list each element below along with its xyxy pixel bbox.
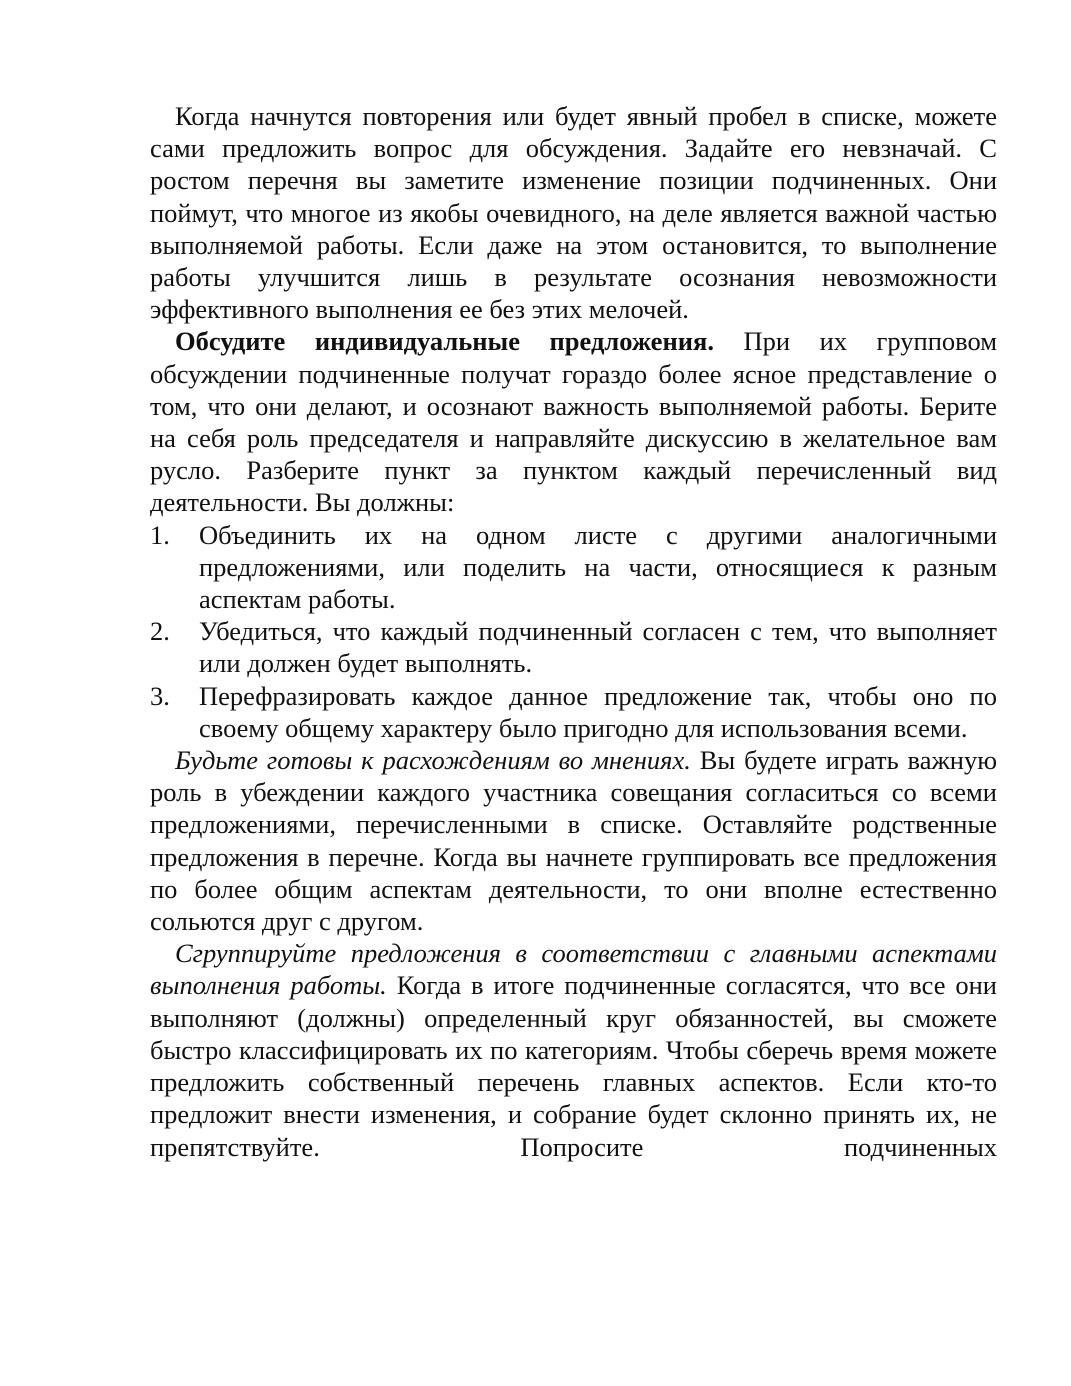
document-page [150,100,997,1163]
numbered-list [150,519,997,744]
paragraph-repetitions [150,100,997,325]
paragraph-disagreements [150,744,997,937]
paragraph-text: Вы будете играть важную роль в убеждении каждого участника совещания согласиться со всеми предложениями, перечисленными в списке. Оставляйте родственные предложения в перечне. Когда вы начнете группировать все предложения по более общим аспектам деятельности, то они вполне естественно сольются друг с другом. [150,745,997,937]
paragraph-lead-italic: Сгруппируйте предложения в соответствии с главными аспектами выполнения работы. [150,938,997,1001]
list-item-text: Объединить их на одном листе с другими аналогичными предложениями, или поделить на части, относящиеся к разным аспектам работы. [199,519,997,615]
list-item-number: 2. [150,616,170,647]
list-item [150,519,997,616]
paragraph-discuss-proposals [150,325,997,518]
paragraph-group-proposals [150,937,997,1162]
list-item-number: 3. [150,680,170,711]
paragraph-text: Когда начнутся повторения или будет явный пробел в списке, можете сами предложить вопрос для обсуждения. Задайте его невзначай. С ростом перечня вы заметите изменение позиции подчиненных. Они поймут, что многое из якобы очевидного, на деле является важной частью выполняемой работы. Если даже на этом остановится, то выполнение работы улучшится лишь в результате осознания невозможности эффективного выполнения ее без этих мелочей. [150,101,997,325]
list-item-text: Перефразировать каждое данное предложение так, чтобы оно по своему общему характеру было пригодно для использования всеми. [199,680,997,743]
paragraph-lead-bold: Обсудите индивидуальные предложения. [175,326,714,357]
paragraph-text: При их групповом обсуждении подчиненные получат гораздо более ясное представление о том, что они делают, и осознают важность выполняемой работы. Берите на себя роль председателя и направляйте дискуссию в желательное вам русло. Разберите пункт за пунктом каждый перечисленный вид деятельности. Вы должны: [150,326,997,518]
list-item [150,615,997,679]
list-item [150,680,997,744]
list-item-text: Убедиться, что каждый подчиненный согласен с тем, что выполняет или должен будет выполнять. [199,616,997,679]
paragraph-text: Когда в итоге подчиненные согласятся, что все они выполняют (должны) определенный круг обязанностей, вы сможете быстро классифицировать их по категориям. Чтобы сберечь время можете предложить собственный перечень главных аспектов. Если кто-то предложит внести изменения, и собрание будет склонно принять их, не препятствуйте. Попросите подчиненных [150,970,997,1162]
list-item-number: 1. [150,519,170,550]
paragraph-lead-italic: Будьте готовы к расхождениям во мнениях. [175,745,691,776]
